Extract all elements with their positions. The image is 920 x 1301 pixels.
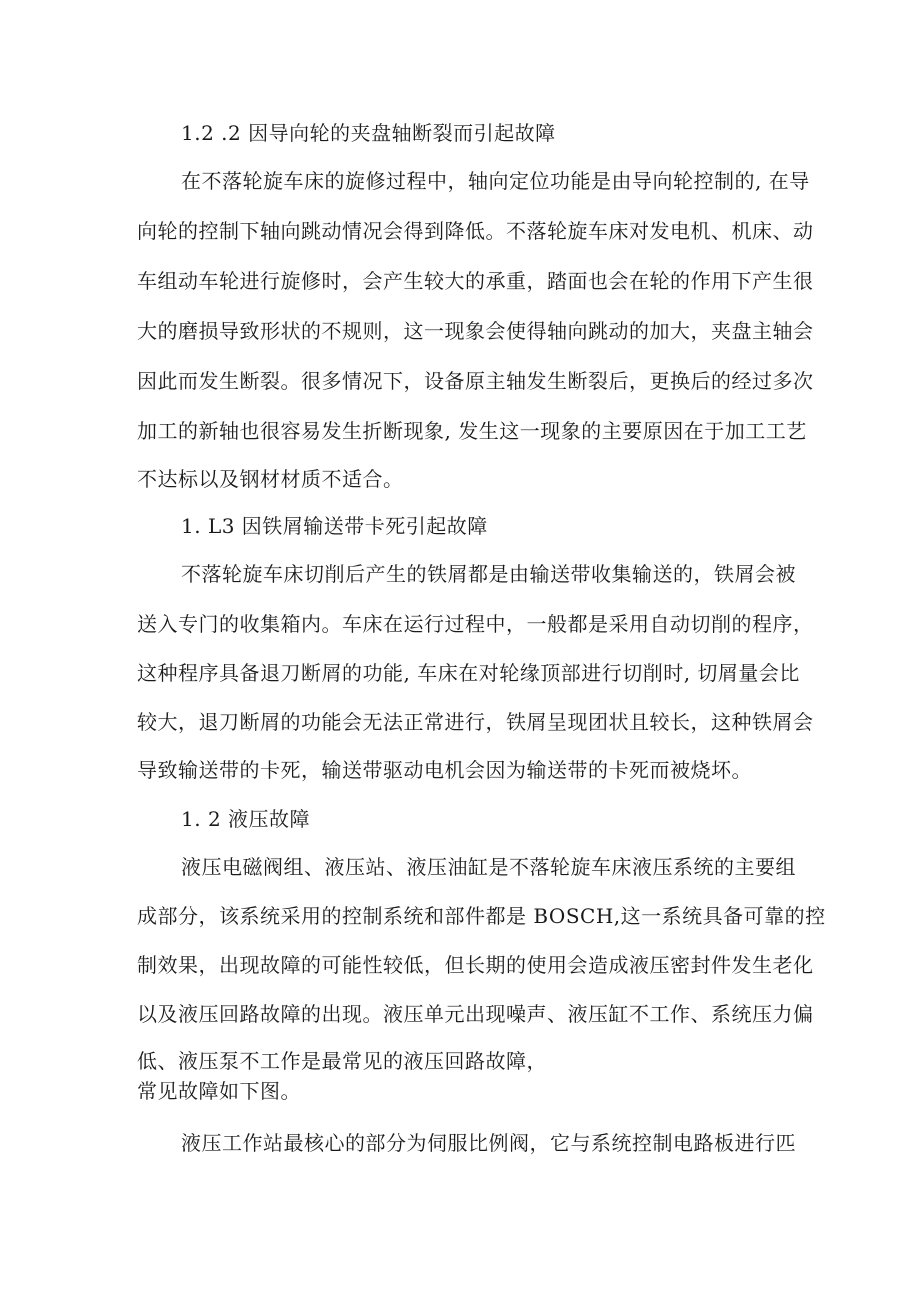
paragraph-line: 这种程序具备退刀断屑的功能, 车床在对轮缘顶部进行切削时, 切屑量会比	[137, 661, 800, 685]
paragraph-line: 以及液压回路故障的出现。液压单元出现噪声、液压缸不工作、系统压力偏	[137, 1002, 814, 1026]
paragraph-line: 因此而发生断裂。很多情况下，设备原主轴发生断裂后，更换后的经过多次	[137, 369, 814, 393]
paragraph-line: 不达标以及钢材材质不适合。	[137, 467, 404, 491]
paragraph-line: 成部分，该系统采用的控制系统和部件都是 BOSCH,这一系统具备可靠的控	[137, 904, 826, 928]
paragraph-line: 大的磨损导致形状的不规则，这一现象会使得轴向跳动的加大，夹盘主轴会	[137, 319, 814, 343]
paragraph-line: 常见故障如下图。	[137, 1079, 301, 1103]
paragraph-line: 向轮的控制下轴向跳动情况会得到降低。不落轮旋车床对发电机、机床、动	[137, 219, 814, 243]
paragraph-line: 液压工作站最核心的部分为伺服比例阀，它与系统控制电路板进行匹	[181, 1131, 796, 1155]
paragraph-line: 加工的新轴也很容易发生折断现象, 发生这一现象的主要原因在于加工工艺	[137, 419, 807, 443]
paragraph-line: 不落轮旋车床切削后产生的铁屑都是由输送带收集输送的，铁屑会被	[181, 562, 796, 586]
paragraph-line: 送入专门的收集箱内。车床在运行过程中，一般都是采用自动切削的程序，	[137, 612, 814, 636]
paragraph-line: 液压电磁阀组、液压站、液压油缸是不落轮旋车床液压系统的主要组	[181, 855, 796, 879]
paragraph-line: 导致输送带的卡死，输送带驱动电机会因为输送带的卡死而被烧坏。	[137, 758, 752, 782]
paragraph-line: 较大，退刀断屑的功能会无法正常进行，铁屑呈现团状且较长，这种铁屑会	[137, 710, 814, 734]
paragraph-line: 制效果，出现故障的可能性较低，但长期的使用会造成液压密封件发生老化	[137, 953, 814, 977]
paragraph-line: 车组动车轮进行旋修时，会产生较大的承重，踏面也会在轮的作用下产生很	[137, 269, 814, 293]
section-heading-chip-conveyor: 1. L3 因铁屑输送带卡死引起故障	[181, 514, 488, 538]
section-heading-guide-wheel: 1.2 .2 因导向轮的夹盘轴断裂而引起故障	[181, 121, 556, 145]
section-heading-hydraulic: 1. 2 液压故障	[181, 807, 311, 831]
paragraph-line: 低、液压泵不工作是最常见的液压回路故障，	[137, 1049, 547, 1073]
paragraph-line: 在不落轮旋车床的旋修过程中，轴向定位功能是由导向轮控制的, 在导	[181, 169, 810, 193]
